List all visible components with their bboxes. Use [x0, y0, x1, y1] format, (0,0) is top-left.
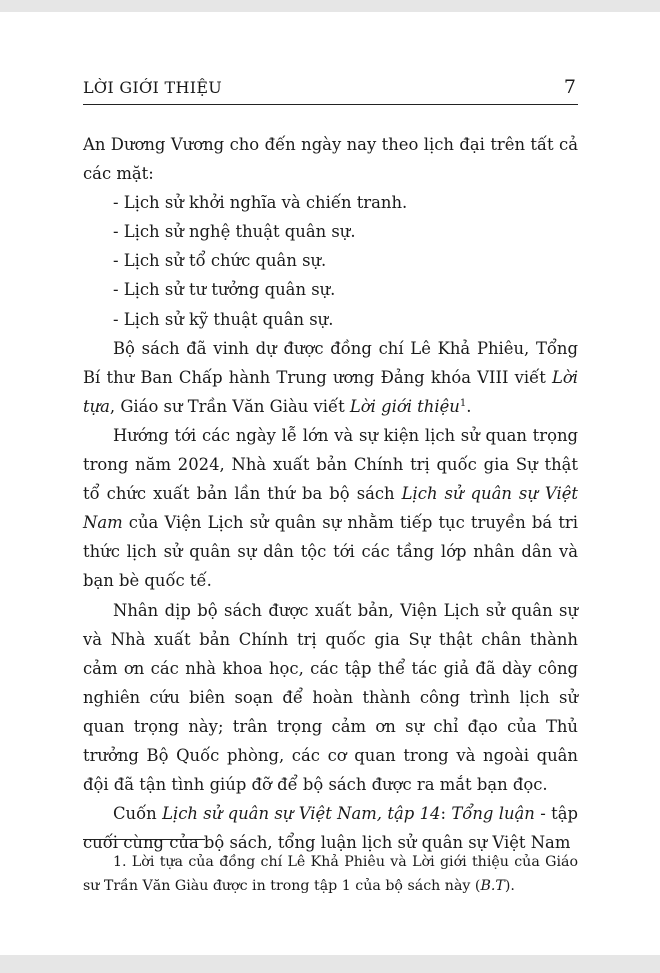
footnote-marker[interactable]: 1: [459, 397, 467, 409]
page-number: 7: [563, 76, 576, 98]
book-page: [0, 12, 660, 955]
list-item: - Lịch sử tổ chức quân sự.: [113, 251, 327, 271]
footnote-text-a: 1. Lời tựa của đồng chí Lê Khả Phiêu và Lời giới thiệu của Giáo sư Trần Văn Giàu được in trong tập 1 của bộ sách này (: [83, 854, 578, 894]
list-item: - Lịch sử khởi nghĩa và chiến tranh.: [113, 193, 408, 213]
p5-italic-volume-title: Lịch sử quân sự Việt Nam, tập 14: [162, 804, 441, 824]
list-item: - Lịch sử nghệ thuật quân sự.: [113, 222, 356, 242]
p5-text-e: - tập cuối cùng của bộ sách, tổng luận lịch sử quân sự Việt Nam: [83, 804, 578, 853]
footnote-text: [83, 850, 578, 898]
footnote-italic-bt: B.T: [480, 878, 505, 894]
running-title: LỜI GIỚI THIỆU: [83, 78, 223, 97]
p5-text-a: Cuốn: [113, 804, 163, 824]
paragraph-volume: [83, 799, 578, 857]
p5-italic-general-theory: Tổng luận: [451, 804, 535, 824]
p2-text-c: , Giáo sư Trần Văn Giàu viết: [109, 396, 350, 416]
paragraph-acknowledgement: Nhân dịp bộ sách được xuất bản, Viện Lịch sử quân sự và Nhà xuất bản Chính trị quốc gia Sự thật chân thành cảm ơn các nhà khoa học, các tập thể tác giả đã dày công nghiên cứu biên soạn để hoàn thành công trình lịch sử quan trọng này; trân trọng cảm ơn sự chỉ đạo của Thủ trưởng Bộ Quốc phòng, các cơ quan trong và ngoài quân đội đã tận tình giúp đỡ để bộ sách được ra mắt bạn đọc.: [83, 600, 578, 795]
list-item: - Lịch sử kỹ thuật quân sự.: [113, 309, 334, 329]
p3-italic-book-title: Lịch sử quân sự Việt Nam: [83, 484, 578, 533]
paragraph-foreword: [83, 334, 578, 421]
p2-italic-introduction: Lời giới thiệu: [349, 396, 460, 416]
p2-italic-foreword: Lời tựa: [83, 367, 578, 416]
footnote-divider: [83, 839, 205, 840]
viewer-bottom-bar: [0, 955, 660, 973]
list-item: - Lịch sử tư tưởng quân sự.: [113, 280, 336, 300]
p5-text-c: :: [440, 804, 452, 824]
footnote-text-c: ).: [504, 878, 515, 894]
body-text: [83, 130, 578, 857]
paragraph-continued: An Dương Vương cho đến ngày nay theo lịch đại trên tất cả các mặt:: [83, 135, 578, 184]
paragraph-publication: [83, 421, 578, 596]
p3-text-a: Hướng tới các ngày lễ lớn và sự kiện lịch sử quan trọng trong năm 2024, Nhà xuất bản Chính trị quốc gia Sự thật tổ chức xuất bản lần thứ ba bộ sách: [83, 425, 578, 504]
p2-text-e: .: [466, 396, 472, 416]
running-header: [83, 74, 578, 105]
footnote: [83, 850, 578, 898]
p2-text-a: Bộ sách đã vinh dự được đồng chí Lê Khả Phiêu, Tổng Bí thư Ban Chấp hành Trung ương Đảng khóa VIII viết: [83, 338, 578, 387]
p3-text-c: của Viện Lịch sử quân sự nhằm tiếp tục truyền bá tri thức lịch sử quân sự dân tộc tới các tầng lớp nhân dân và bạn bè quốc tế.: [83, 513, 578, 591]
